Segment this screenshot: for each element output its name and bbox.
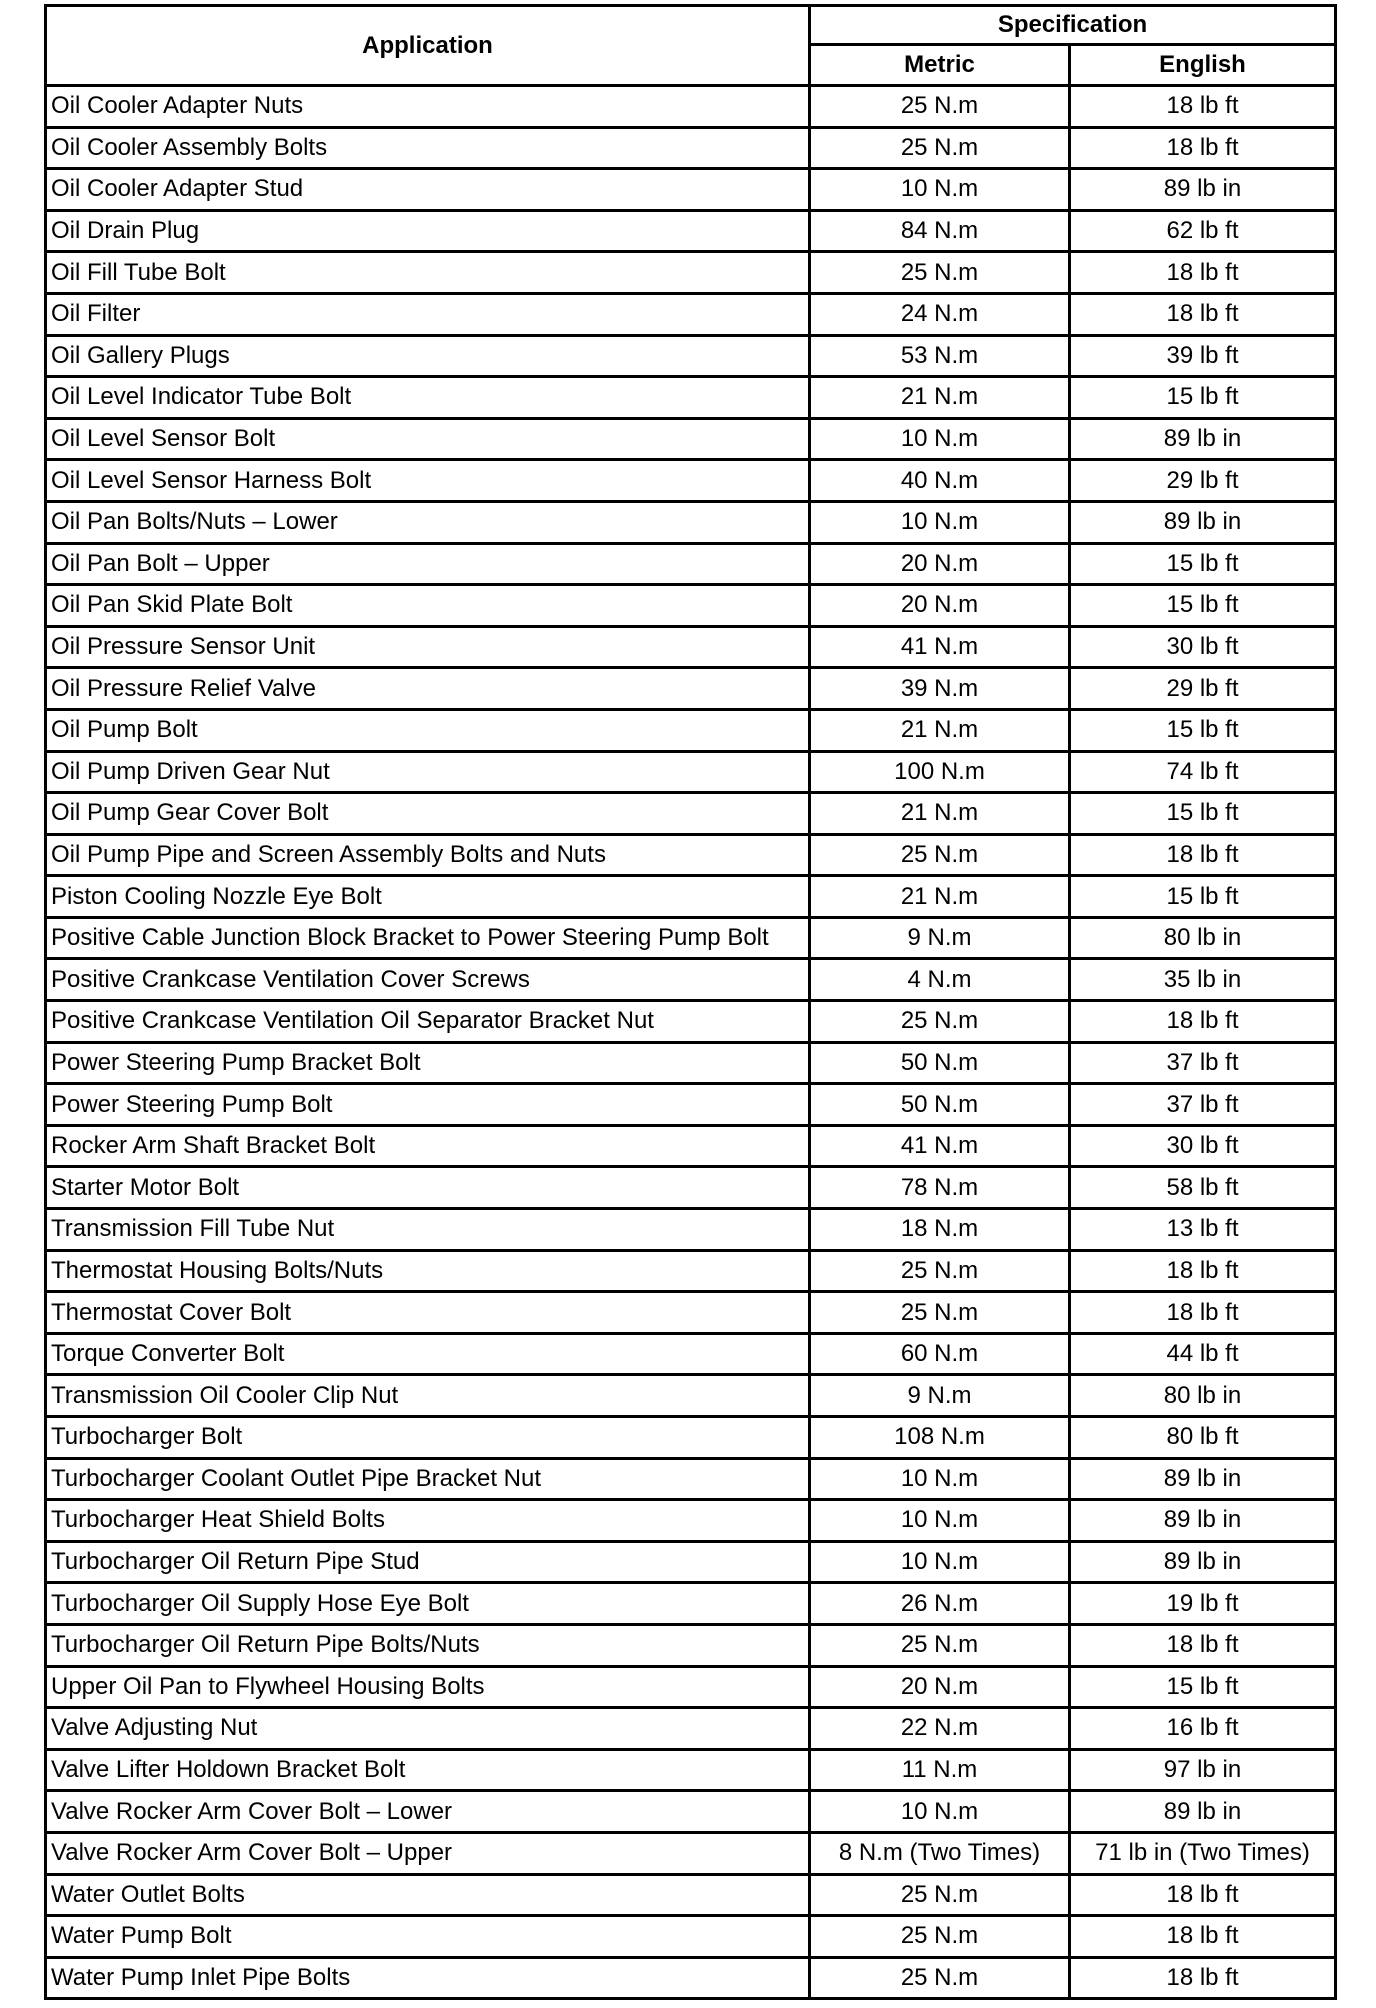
english-value-cell: 35 lb in	[1070, 959, 1336, 1001]
table-row	[46, 1167, 1336, 1209]
application-cell: Oil Pan Bolts/Nuts – Lower	[46, 501, 810, 543]
table-row	[46, 1500, 1336, 1542]
english-value-cell: 18 lb ft	[1070, 1001, 1336, 1043]
table-row	[46, 1417, 1336, 1459]
table-row	[46, 1749, 1336, 1791]
metric-value-cell: 40 N.m	[810, 460, 1070, 502]
metric-value-cell: 10 N.m	[810, 418, 1070, 460]
english-value-cell: 18 lb ft	[1070, 1957, 1336, 1999]
table-row	[46, 1084, 1336, 1126]
table-row	[46, 1292, 1336, 1334]
application-column-header: Application	[46, 6, 810, 86]
english-value-cell: 29 lb ft	[1070, 668, 1336, 710]
table-row	[46, 1541, 1336, 1583]
metric-value-cell: 9 N.m	[810, 917, 1070, 959]
table-row	[46, 793, 1336, 835]
application-cell: Turbocharger Oil Supply Hose Eye Bolt	[46, 1583, 810, 1625]
metric-value-cell: 11 N.m	[810, 1749, 1070, 1791]
metric-value-cell: 25 N.m	[810, 1874, 1070, 1916]
table-row	[46, 626, 1336, 668]
metric-value-cell: 24 N.m	[810, 293, 1070, 335]
application-cell: Oil Filter	[46, 293, 810, 335]
english-value-cell: 80 lb ft	[1070, 1417, 1336, 1459]
application-cell: Power Steering Pump Bracket Bolt	[46, 1042, 810, 1084]
table-row	[46, 1250, 1336, 1292]
english-value-cell: 13 lb ft	[1070, 1209, 1336, 1251]
english-value-cell: 58 lb ft	[1070, 1167, 1336, 1209]
application-cell: Oil Level Indicator Tube Bolt	[46, 377, 810, 419]
english-value-cell: 15 lb ft	[1070, 377, 1336, 419]
metric-value-cell: 20 N.m	[810, 543, 1070, 585]
application-cell: Oil Pump Gear Cover Bolt	[46, 793, 810, 835]
table-row	[46, 1832, 1336, 1874]
application-cell: Piston Cooling Nozzle Eye Bolt	[46, 876, 810, 918]
metric-value-cell: 25 N.m	[810, 1292, 1070, 1334]
application-cell: Oil Cooler Adapter Nuts	[46, 86, 810, 128]
table-row	[46, 418, 1336, 460]
english-value-cell: 80 lb in	[1070, 1375, 1336, 1417]
application-cell: Upper Oil Pan to Flywheel Housing Bolts	[46, 1666, 810, 1708]
application-cell: Oil Gallery Plugs	[46, 335, 810, 377]
metric-value-cell: 10 N.m	[810, 1500, 1070, 1542]
table-row	[46, 959, 1336, 1001]
application-cell: Water Pump Bolt	[46, 1916, 810, 1958]
english-value-cell: 15 lb ft	[1070, 543, 1336, 585]
english-value-cell: 89 lb in	[1070, 1791, 1336, 1833]
table-row	[46, 1458, 1336, 1500]
metric-value-cell: 21 N.m	[810, 377, 1070, 419]
metric-value-cell: 25 N.m	[810, 252, 1070, 294]
english-value-cell: 89 lb in	[1070, 1500, 1336, 1542]
metric-value-cell: 25 N.m	[810, 1250, 1070, 1292]
table-row	[46, 86, 1336, 128]
metric-value-cell: 84 N.m	[810, 210, 1070, 252]
application-cell: Oil Level Sensor Harness Bolt	[46, 460, 810, 502]
english-value-cell: 18 lb ft	[1070, 86, 1336, 128]
metric-value-cell: 25 N.m	[810, 86, 1070, 128]
application-cell: Positive Crankcase Ventilation Cover Screws	[46, 959, 810, 1001]
english-value-cell: 29 lb ft	[1070, 460, 1336, 502]
metric-value-cell: 100 N.m	[810, 751, 1070, 793]
application-cell: Thermostat Housing Bolts/Nuts	[46, 1250, 810, 1292]
english-value-cell: 18 lb ft	[1070, 1624, 1336, 1666]
english-value-cell: 18 lb ft	[1070, 293, 1336, 335]
table-row	[46, 709, 1336, 751]
table-row	[46, 1708, 1336, 1750]
header-row-top	[46, 6, 1336, 45]
english-value-cell: 89 lb in	[1070, 1458, 1336, 1500]
table-row	[46, 1874, 1336, 1916]
metric-value-cell: 18 N.m	[810, 1209, 1070, 1251]
metric-value-cell: 22 N.m	[810, 1708, 1070, 1750]
english-value-cell: 97 lb in	[1070, 1749, 1336, 1791]
metric-value-cell: 25 N.m	[810, 1916, 1070, 1958]
table-row	[46, 543, 1336, 585]
english-value-cell: 37 lb ft	[1070, 1084, 1336, 1126]
metric-column-header: Metric	[810, 45, 1070, 86]
english-value-cell: 18 lb ft	[1070, 1916, 1336, 1958]
english-value-cell: 89 lb in	[1070, 501, 1336, 543]
torque-specification-table	[44, 4, 1337, 2000]
english-value-cell: 80 lb in	[1070, 917, 1336, 959]
application-cell: Valve Rocker Arm Cover Bolt – Upper	[46, 1832, 810, 1874]
application-cell: Thermostat Cover Bolt	[46, 1292, 810, 1334]
table-row	[46, 585, 1336, 627]
application-cell: Oil Pressure Sensor Unit	[46, 626, 810, 668]
application-cell: Oil Pump Pipe and Screen Assembly Bolts and Nuts	[46, 834, 810, 876]
metric-value-cell: 4 N.m	[810, 959, 1070, 1001]
application-cell: Water Outlet Bolts	[46, 1874, 810, 1916]
table-row	[46, 1791, 1336, 1833]
metric-value-cell: 20 N.m	[810, 1666, 1070, 1708]
application-cell: Valve Rocker Arm Cover Bolt – Lower	[46, 1791, 810, 1833]
metric-value-cell: 21 N.m	[810, 709, 1070, 751]
table-row	[46, 1624, 1336, 1666]
english-value-cell: 18 lb ft	[1070, 834, 1336, 876]
metric-value-cell: 78 N.m	[810, 1167, 1070, 1209]
english-value-cell: 18 lb ft	[1070, 1874, 1336, 1916]
metric-value-cell: 25 N.m	[810, 127, 1070, 169]
table-row	[46, 1916, 1336, 1958]
english-value-cell: 16 lb ft	[1070, 1708, 1336, 1750]
application-cell: Oil Cooler Assembly Bolts	[46, 127, 810, 169]
metric-value-cell: 9 N.m	[810, 1375, 1070, 1417]
table-row	[46, 1209, 1336, 1251]
table-row	[46, 377, 1336, 419]
english-value-cell: 15 lb ft	[1070, 876, 1336, 918]
english-value-cell: 62 lb ft	[1070, 210, 1336, 252]
application-cell: Oil Pump Bolt	[46, 709, 810, 751]
application-cell: Power Steering Pump Bolt	[46, 1084, 810, 1126]
application-cell: Turbocharger Oil Return Pipe Bolts/Nuts	[46, 1624, 810, 1666]
english-value-cell: 15 lb ft	[1070, 793, 1336, 835]
metric-value-cell: 53 N.m	[810, 335, 1070, 377]
english-value-cell: 89 lb in	[1070, 1541, 1336, 1583]
metric-value-cell: 39 N.m	[810, 668, 1070, 710]
metric-value-cell: 20 N.m	[810, 585, 1070, 627]
application-cell: Oil Pan Bolt – Upper	[46, 543, 810, 585]
table-row	[46, 668, 1336, 710]
application-cell: Oil Pan Skid Plate Bolt	[46, 585, 810, 627]
application-cell: Oil Cooler Adapter Stud	[46, 169, 810, 211]
application-cell: Positive Crankcase Ventilation Oil Separator Bracket Nut	[46, 1001, 810, 1043]
table-row	[46, 1957, 1336, 1999]
metric-value-cell: 60 N.m	[810, 1333, 1070, 1375]
metric-value-cell: 10 N.m	[810, 1541, 1070, 1583]
application-cell: Oil Level Sensor Bolt	[46, 418, 810, 460]
application-cell: Oil Pump Driven Gear Nut	[46, 751, 810, 793]
english-value-cell: 74 lb ft	[1070, 751, 1336, 793]
english-value-cell: 30 lb ft	[1070, 626, 1336, 668]
table-row	[46, 1042, 1336, 1084]
application-cell: Starter Motor Bolt	[46, 1167, 810, 1209]
metric-value-cell: 25 N.m	[810, 1957, 1070, 1999]
application-cell: Turbocharger Oil Return Pipe Stud	[46, 1541, 810, 1583]
application-cell: Torque Converter Bolt	[46, 1333, 810, 1375]
table-row	[46, 210, 1336, 252]
table-row	[46, 1583, 1336, 1625]
application-cell: Rocker Arm Shaft Bracket Bolt	[46, 1125, 810, 1167]
table-row	[46, 1333, 1336, 1375]
english-value-cell: 15 lb ft	[1070, 709, 1336, 751]
application-cell: Water Pump Inlet Pipe Bolts	[46, 1957, 810, 1999]
metric-value-cell: 26 N.m	[810, 1583, 1070, 1625]
application-cell: Transmission Fill Tube Nut	[46, 1209, 810, 1251]
application-cell: Positive Cable Junction Block Bracket to Power Steering Pump Bolt	[46, 917, 810, 959]
table-row	[46, 876, 1336, 918]
table-row	[46, 834, 1336, 876]
metric-value-cell: 10 N.m	[810, 169, 1070, 211]
english-value-cell: 18 lb ft	[1070, 1250, 1336, 1292]
application-cell: Valve Lifter Holdown Bracket Bolt	[46, 1749, 810, 1791]
application-cell: Turbocharger Heat Shield Bolts	[46, 1500, 810, 1542]
english-value-cell: 15 lb ft	[1070, 585, 1336, 627]
application-cell: Oil Pressure Relief Valve	[46, 668, 810, 710]
english-value-cell: 71 lb in (Two Times)	[1070, 1832, 1336, 1874]
english-column-header: English	[1070, 45, 1336, 86]
metric-value-cell: 41 N.m	[810, 626, 1070, 668]
table-body	[46, 86, 1336, 1999]
application-cell: Transmission Oil Cooler Clip Nut	[46, 1375, 810, 1417]
metric-value-cell: 50 N.m	[810, 1084, 1070, 1126]
table-row	[46, 751, 1336, 793]
metric-value-cell: 25 N.m	[810, 1624, 1070, 1666]
english-value-cell: 18 lb ft	[1070, 127, 1336, 169]
metric-value-cell: 41 N.m	[810, 1125, 1070, 1167]
table-row	[46, 252, 1336, 294]
table-row	[46, 460, 1336, 502]
metric-value-cell: 21 N.m	[810, 876, 1070, 918]
english-value-cell: 89 lb in	[1070, 418, 1336, 460]
english-value-cell: 18 lb ft	[1070, 252, 1336, 294]
application-cell: Oil Fill Tube Bolt	[46, 252, 810, 294]
metric-value-cell: 10 N.m	[810, 501, 1070, 543]
application-cell: Oil Drain Plug	[46, 210, 810, 252]
metric-value-cell: 8 N.m (Two Times)	[810, 1832, 1070, 1874]
english-value-cell: 15 lb ft	[1070, 1666, 1336, 1708]
table-row	[46, 1001, 1336, 1043]
table-row	[46, 1125, 1336, 1167]
application-cell: Turbocharger Coolant Outlet Pipe Bracket Nut	[46, 1458, 810, 1500]
table-row	[46, 127, 1336, 169]
metric-value-cell: 10 N.m	[810, 1791, 1070, 1833]
english-value-cell: 44 lb ft	[1070, 1333, 1336, 1375]
specification-column-header: Specification	[810, 6, 1336, 45]
metric-value-cell: 25 N.m	[810, 834, 1070, 876]
english-value-cell: 89 lb in	[1070, 169, 1336, 211]
english-value-cell: 19 lb ft	[1070, 1583, 1336, 1625]
metric-value-cell: 21 N.m	[810, 793, 1070, 835]
table-row	[46, 335, 1336, 377]
application-cell: Turbocharger Bolt	[46, 1417, 810, 1459]
torque-specification-sheet	[44, 4, 1334, 2000]
english-value-cell: 39 lb ft	[1070, 335, 1336, 377]
english-value-cell: 18 lb ft	[1070, 1292, 1336, 1334]
metric-value-cell: 10 N.m	[810, 1458, 1070, 1500]
table-header	[46, 6, 1336, 86]
metric-value-cell: 50 N.m	[810, 1042, 1070, 1084]
metric-value-cell: 108 N.m	[810, 1417, 1070, 1459]
table-row	[46, 293, 1336, 335]
metric-value-cell: 25 N.m	[810, 1001, 1070, 1043]
english-value-cell: 37 lb ft	[1070, 1042, 1336, 1084]
table-row	[46, 501, 1336, 543]
table-row	[46, 169, 1336, 211]
table-row	[46, 1666, 1336, 1708]
application-cell: Valve Adjusting Nut	[46, 1708, 810, 1750]
table-row	[46, 1375, 1336, 1417]
table-row	[46, 917, 1336, 959]
english-value-cell: 30 lb ft	[1070, 1125, 1336, 1167]
